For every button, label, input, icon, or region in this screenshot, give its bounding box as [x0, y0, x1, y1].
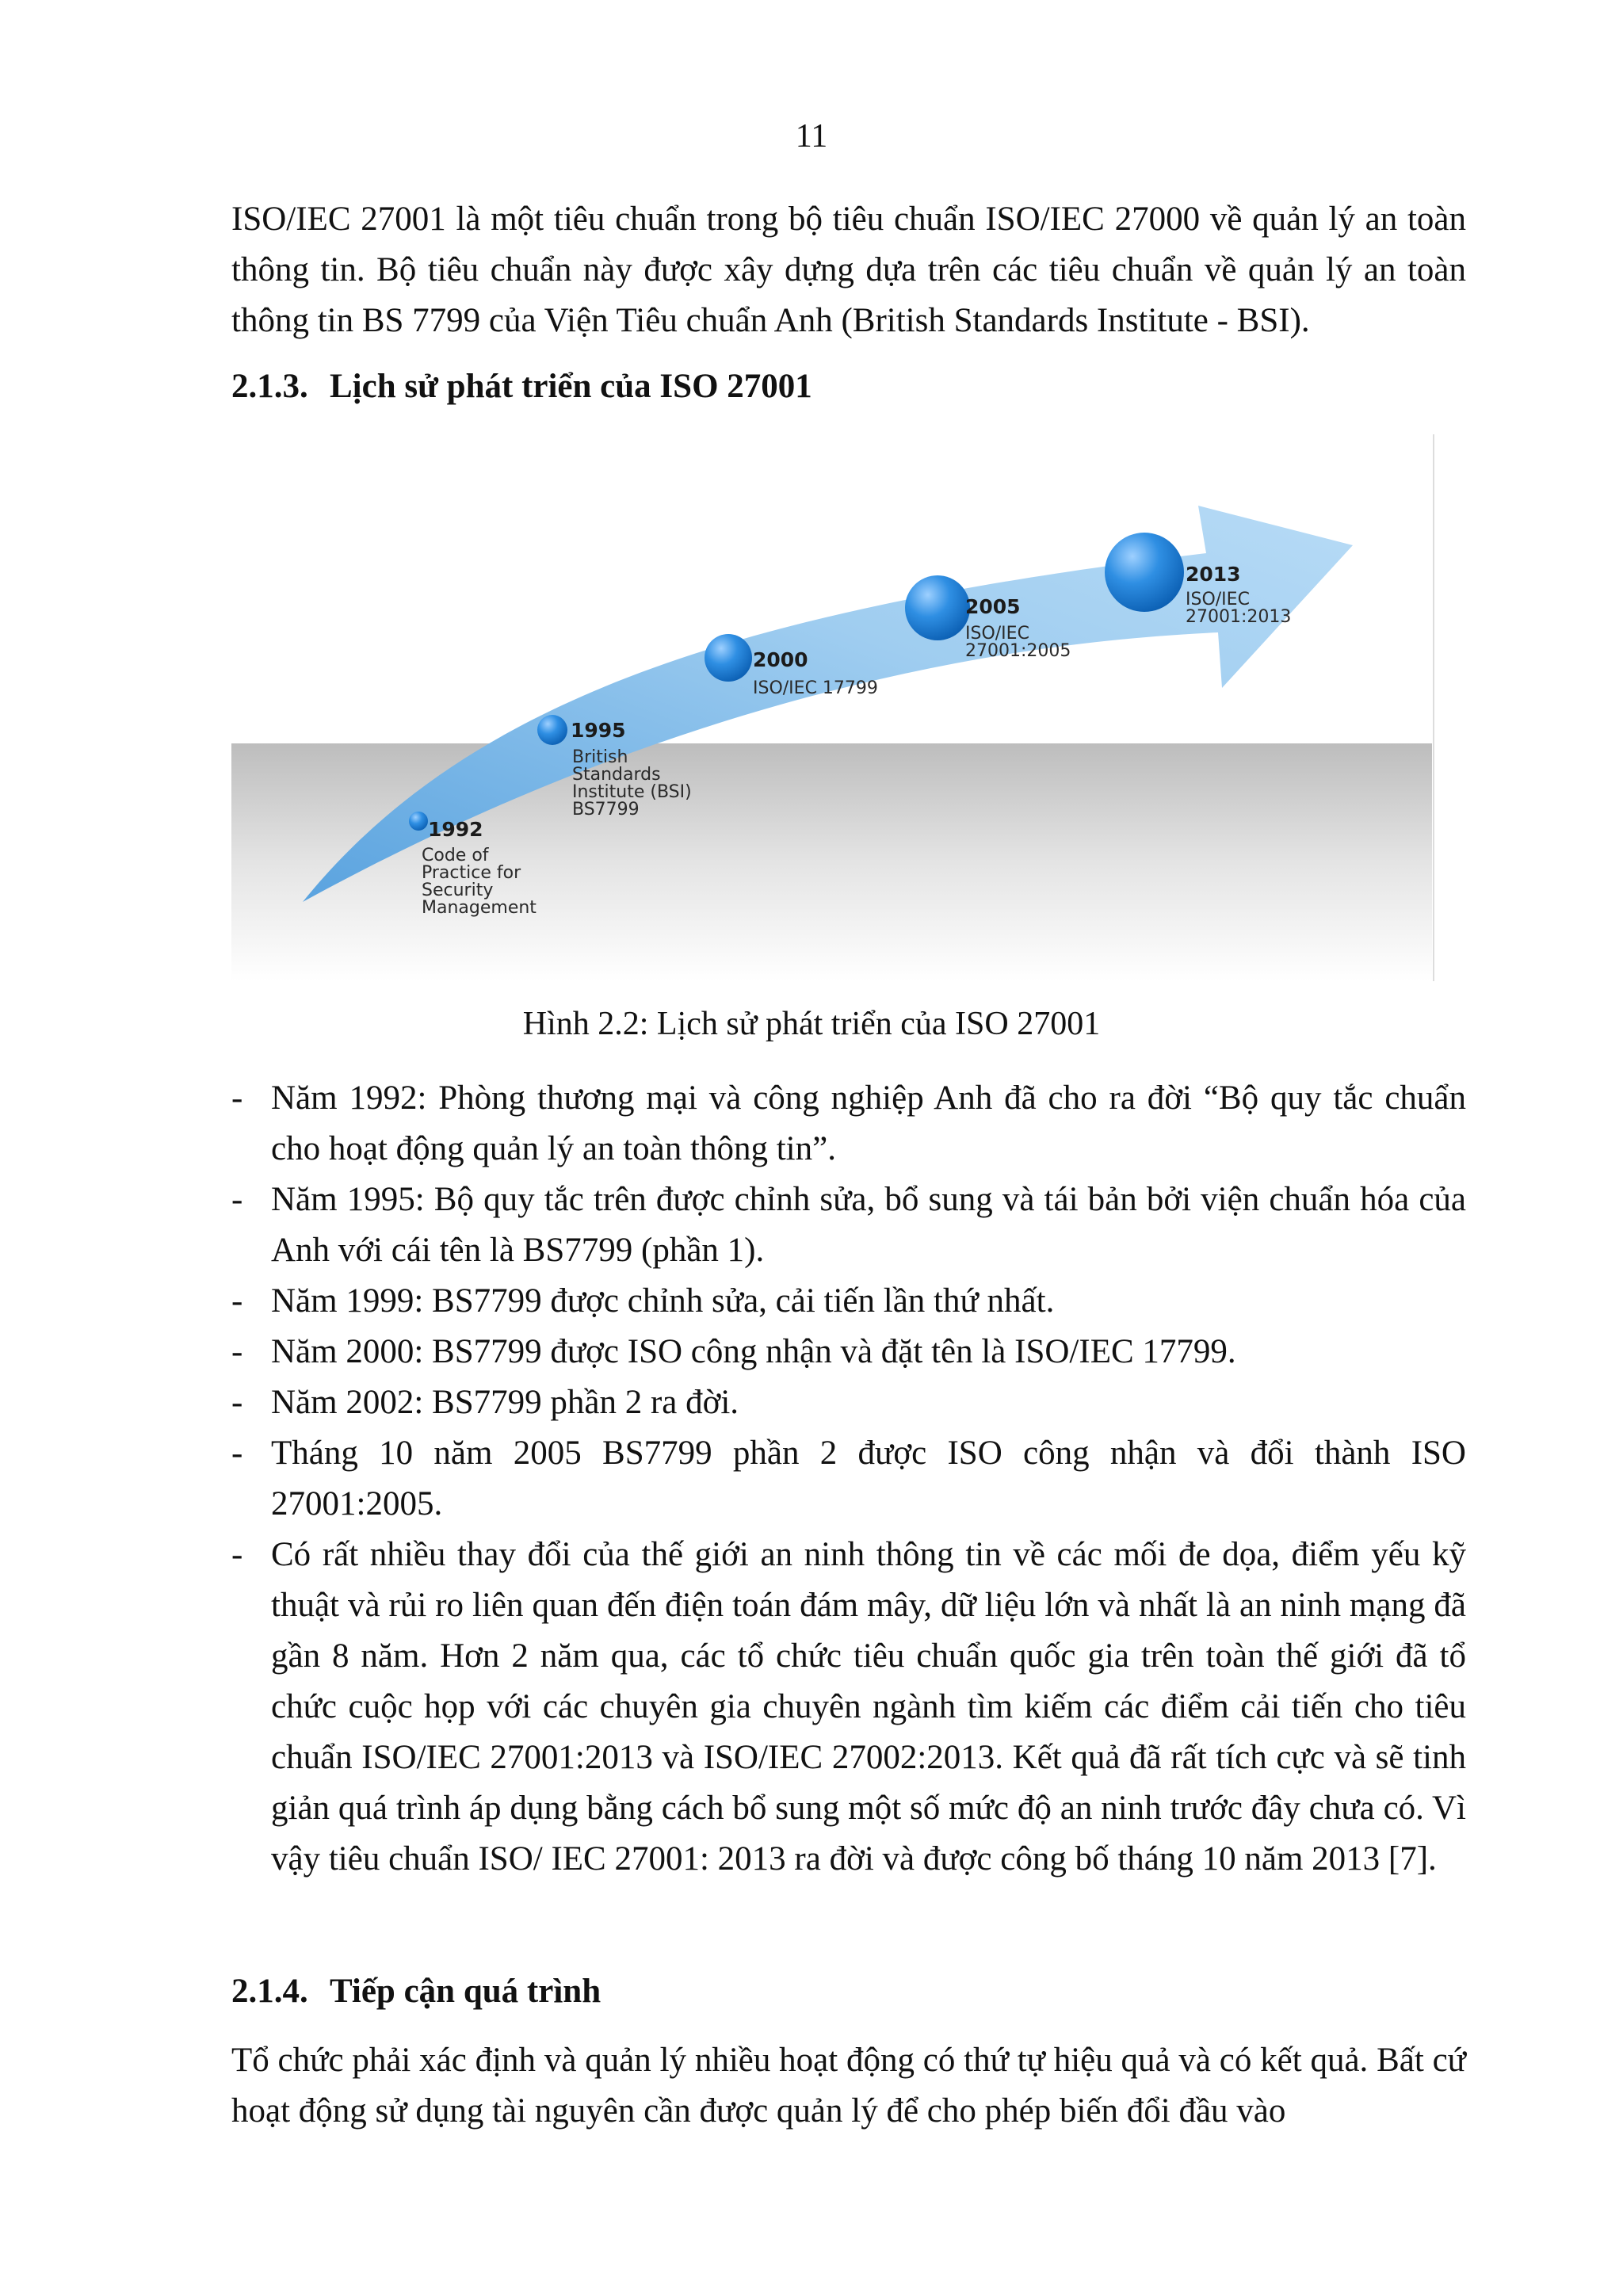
section-number: 2.1.3. — [231, 368, 308, 405]
milestone-desc-line: Practice for — [422, 863, 521, 883]
intro-paragraph: ISO/IEC 27001 là một tiêu chuẩn trong bộ tiêu chuẩn ISO/IEC 27000 về quản lý an toàn thông tin. Bộ tiêu chuẩn này được xây dựng dựa trên các tiêu chuẩn về quản lý an toàn thông tin BS 7799 của Viện Tiêu chuẩn Anh (British Standards Institute - BSI). — [231, 201, 1466, 339]
list-item — [231, 1428, 1466, 1530]
page-number: 11 — [795, 118, 828, 155]
milestone-desc-line: Institute (BSI) — [572, 782, 692, 802]
closing-paragraph: Tổ chức phải xác định và quản lý nhiều hoạt động có thứ tự hiệu quả và có kết quả. Bất cứ hoạt động sử dụng tài nguyên cần được quản lý để cho phép biến đổi đầu vào — [231, 2042, 1466, 2130]
milestone-desc-line: BS7799 — [572, 800, 640, 819]
section-heading-2-1-3 — [231, 367, 812, 406]
history-bullet-list — [231, 1073, 1466, 1885]
list-item — [231, 1530, 1466, 1885]
milestone-desc-line: 27001:2013 — [1186, 607, 1292, 627]
milestone-bubble-2013 — [1105, 533, 1184, 612]
milestone-desc-line: Standards — [572, 765, 661, 785]
milestone-desc-line: British — [572, 747, 628, 767]
list-item-text: Năm 1995: Bộ quy tắc trên được chỉnh sửa, bổ sung và tái bản bởi viện chuẩn hóa của Anh với cái tên là BS7799 (phần 1). — [271, 1181, 1466, 1269]
list-item — [231, 1327, 1466, 1377]
milestone-year-2005: 2005 — [965, 595, 1021, 618]
list-item-text: Năm 2002: BS7799 phần 2 ra đời. — [271, 1384, 739, 1421]
iso-history-diagram — [231, 434, 1436, 981]
milestone-desc-line: Management — [422, 898, 537, 918]
bullet-dash: - — [231, 1181, 243, 1218]
list-item-text: Năm 1999: BS7799 được chỉnh sửa, cải tiến lần thứ nhất. — [271, 1282, 1055, 1320]
bullet-dash: - — [231, 1333, 243, 1370]
iso-history-figure — [231, 434, 1436, 981]
milestone-desc-line: ISO/IEC — [1186, 590, 1250, 609]
list-item-text: Năm 2000: BS7799 được ISO công nhận và đặt tên là ISO/IEC 17799. — [271, 1333, 1236, 1370]
bullet-dash: - — [231, 1079, 243, 1117]
bullet-dash: - — [231, 1536, 243, 1573]
list-item-text: Năm 1992: Phòng thương mại và công nghiệp Anh đã cho ra đời “Bộ quy tắc chuẩn cho hoạt động quản lý an toàn thông tin”. — [271, 1079, 1466, 1167]
milestone-bubble-1992 — [409, 812, 428, 831]
milestone-year-2000: 2000 — [753, 648, 808, 671]
figure-caption: Hình 2.2: Lịch sử phát triển của ISO 27001 — [522, 1006, 1101, 1042]
milestone-desc-line: ISO/IEC — [965, 624, 1029, 644]
list-item-text: Tháng 10 năm 2005 BS7799 phần 2 được ISO công nhận và đổi thành ISO 27001:2005. — [271, 1435, 1466, 1522]
section-heading-2-1-4 — [231, 1972, 601, 2011]
milestone-desc-line: Security — [422, 881, 494, 900]
section-title: Tiếp cận quá trình — [330, 1973, 601, 2010]
milestone-year-1992: 1992 — [428, 818, 483, 841]
section-number: 2.1.4. — [231, 1973, 308, 2010]
milestone-year-1995: 1995 — [571, 719, 626, 742]
milestone-bubble-1995 — [537, 715, 567, 745]
list-item — [231, 1073, 1466, 1175]
bullet-dash: - — [231, 1282, 243, 1320]
milestone-year-2013: 2013 — [1186, 563, 1241, 586]
milestone-bubble-2005 — [905, 575, 970, 640]
section-title: Lịch sử phát triển của ISO 27001 — [330, 368, 812, 405]
bullet-dash: - — [231, 1384, 243, 1421]
milestone-desc-line: Code of — [422, 846, 489, 865]
list-item — [231, 1175, 1466, 1276]
milestone-desc-line: 27001:2005 — [965, 641, 1071, 661]
list-item-text: Có rất nhiều thay đổi của thế giới an ninh thông tin về các mối đe dọa, điểm yếu kỹ thuật và rủi ro liên quan đến điện toán đám mây, dữ liệu lớn và nhất là an ninh mạng đã gần 8 năm. Hơn 2 năm qua, các tổ chức tiêu chuẩn quốc gia trên toàn thế giới đã tổ chức cuộc họp với các chuyên gia chuyên ngành tìm kiếm các điểm cải tiến cho tiêu chuẩn ISO/IEC 27001:2013 và ISO/IEC 27002:2013. Kết quả đã rất tích cực và sẽ tinh giản quá trình áp dụng bằng cách bổ sung một số mức độ an ninh trước đây chưa có. Vì vậy tiêu chuẩn ISO/ IEC 27001: 2013 ra đời và được công bố tháng 10 năm 2013 [7]. — [271, 1536, 1466, 1878]
milestone-bubble-2000 — [705, 634, 752, 682]
list-item — [231, 1377, 1466, 1428]
bullet-dash: - — [231, 1435, 243, 1472]
list-item — [231, 1276, 1466, 1327]
milestone-desc-line: ISO/IEC 17799 — [753, 678, 878, 698]
horizon-band — [231, 743, 1432, 981]
